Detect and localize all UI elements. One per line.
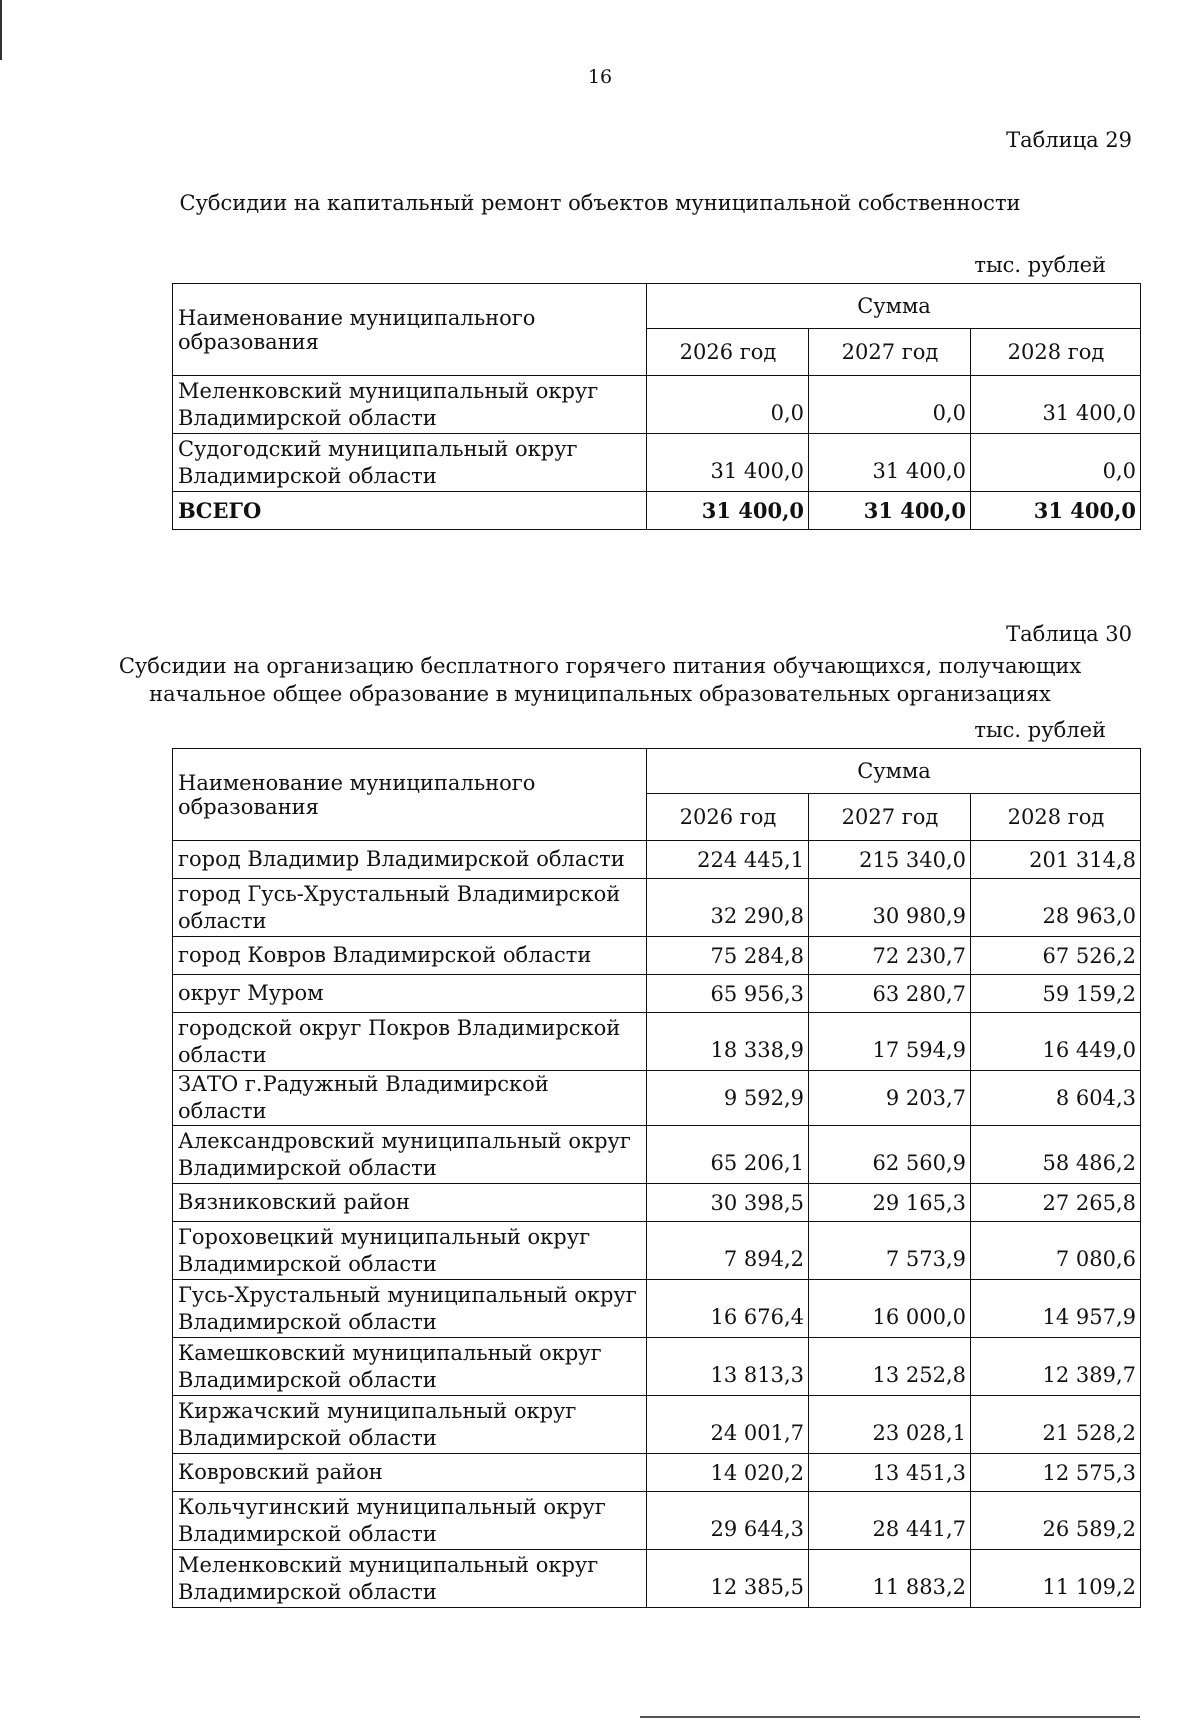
table-row (173, 1126, 1141, 1184)
table-row (173, 1550, 1141, 1608)
total-2028: 31 400,0 (971, 492, 1141, 530)
row-value-2028: 12 389,7 (971, 1338, 1141, 1396)
row-value-2027: 62 560,9 (809, 1126, 971, 1184)
row-name: город Владимир Владимирской области (173, 841, 647, 879)
table-row (173, 1492, 1141, 1550)
row-value-2027: 16 000,0 (809, 1280, 971, 1338)
row-value-2028: 21 528,2 (971, 1396, 1141, 1454)
row-value-2026: 13 813,3 (647, 1338, 809, 1396)
table-row (173, 975, 1141, 1013)
row-value-2028: 11 109,2 (971, 1550, 1141, 1608)
table29 (172, 283, 1141, 530)
row-name: Кольчугинский муниципальный округ Владимирской области (173, 1492, 647, 1550)
row-name: Ковровский район (173, 1454, 647, 1492)
page-number: 16 (587, 66, 613, 88)
row-value-2028: 16 449,0 (971, 1013, 1141, 1071)
row-value-2027: 7 573,9 (809, 1222, 971, 1280)
row-value-2027: 23 028,1 (809, 1396, 971, 1454)
row-name: Вязниковский район (173, 1184, 647, 1222)
table-row (173, 434, 1141, 492)
table29-header-year: 2027 год (809, 329, 971, 376)
table-row (173, 1222, 1141, 1280)
row-value-2027: 30 980,9 (809, 879, 971, 937)
row-value-2026: 0,0 (647, 376, 809, 434)
row-value-2026: 24 001,7 (647, 1396, 809, 1454)
row-value-2028: 8 604,3 (971, 1071, 1141, 1126)
row-name: ЗАТО г.Радужный Владимирской области (173, 1071, 647, 1126)
row-value-2028: 67 526,2 (971, 937, 1141, 975)
total-row (173, 492, 1141, 530)
row-value-2028: 12 575,3 (971, 1454, 1141, 1492)
table30-label: Таблица 30 (1006, 622, 1132, 646)
row-value-2028: 0,0 (971, 434, 1141, 492)
table-row (173, 1184, 1141, 1222)
table29-header-year: 2028 год (971, 329, 1141, 376)
row-value-2027: 17 594,9 (809, 1013, 971, 1071)
table30-title-line1: Субсидии на организацию бесплатного горячего питания обучающихся, получающих (118, 654, 1082, 678)
table30-header-year: 2026 год (647, 794, 809, 841)
total-label: ВСЕГО (173, 492, 647, 530)
row-value-2027: 9 203,7 (809, 1071, 971, 1126)
row-name: город Гусь-Хрустальный Владимирской области (173, 879, 647, 937)
row-value-2028: 58 486,2 (971, 1126, 1141, 1184)
row-value-2027: 13 252,8 (809, 1338, 971, 1396)
row-value-2026: 12 385,5 (647, 1550, 809, 1608)
table29-header-name: Наименование муниципального образования (173, 284, 647, 376)
table30-title-line2: начальное общее образование в муниципальных образовательных организациях (149, 682, 1051, 706)
row-name: город Ковров Владимирской области (173, 937, 647, 975)
table-row (173, 1338, 1141, 1396)
row-value-2026: 9 592,9 (647, 1071, 809, 1126)
row-name: Меленковский муниципальный округ Владимирской области (173, 1550, 647, 1608)
table-row (173, 937, 1141, 975)
row-value-2026: 65 206,1 (647, 1126, 809, 1184)
table30-units: тыс. рублей (974, 718, 1106, 742)
table29-title: Субсидии на капитальный ремонт объектов муниципальной собственности (179, 191, 1021, 215)
table30-header-year: 2028 год (971, 794, 1141, 841)
row-value-2026: 75 284,8 (647, 937, 809, 975)
table-row (173, 1454, 1141, 1492)
row-value-2026: 7 894,2 (647, 1222, 809, 1280)
row-name: городской округ Покров Владимирской области (173, 1013, 647, 1071)
row-value-2027: 11 883,2 (809, 1550, 971, 1608)
table29-header-year: 2026 год (647, 329, 809, 376)
total-2027: 31 400,0 (809, 492, 971, 530)
row-value-2026: 14 020,2 (647, 1454, 809, 1492)
table30 (172, 748, 1141, 1608)
row-value-2028: 26 589,2 (971, 1492, 1141, 1550)
row-value-2026: 16 676,4 (647, 1280, 809, 1338)
row-value-2027: 28 441,7 (809, 1492, 971, 1550)
row-value-2027: 63 280,7 (809, 975, 971, 1013)
table29-units: тыс. рублей (974, 253, 1106, 277)
table-row (173, 841, 1141, 879)
row-value-2027: 72 230,7 (809, 937, 971, 975)
row-value-2026: 31 400,0 (647, 434, 809, 492)
table-row (173, 1280, 1141, 1338)
table-row (173, 1071, 1141, 1126)
table-row (173, 376, 1141, 434)
row-value-2027: 31 400,0 (809, 434, 971, 492)
table-row (173, 1013, 1141, 1071)
row-name: Киржачский муниципальный округ Владимирской области (173, 1396, 647, 1454)
scan-edge-mark (0, 0, 2, 60)
row-name: Камешковский муниципальный округ Владимирской области (173, 1338, 647, 1396)
row-value-2027: 29 165,3 (809, 1184, 971, 1222)
row-value-2027: 0,0 (809, 376, 971, 434)
row-value-2026: 30 398,5 (647, 1184, 809, 1222)
row-value-2028: 7 080,6 (971, 1222, 1141, 1280)
table30-header-name: Наименование муниципального образования (173, 749, 647, 841)
table29-label: Таблица 29 (1006, 128, 1132, 152)
table-row (173, 1396, 1141, 1454)
row-value-2027: 215 340,0 (809, 841, 971, 879)
row-value-2027: 13 451,3 (809, 1454, 971, 1492)
table30-header-year: 2027 год (809, 794, 971, 841)
row-name: Гороховецкий муниципальный округ Владимирской области (173, 1222, 647, 1280)
row-value-2028: 28 963,0 (971, 879, 1141, 937)
row-name: Гусь-Хрустальный муниципальный округ Владимирской области (173, 1280, 647, 1338)
scan-edge-mark (640, 1716, 1140, 1718)
row-name: Александровский муниципальный округ Владимирской области (173, 1126, 647, 1184)
row-value-2028: 201 314,8 (971, 841, 1141, 879)
table-row (173, 879, 1141, 937)
row-value-2026: 29 644,3 (647, 1492, 809, 1550)
total-2026: 31 400,0 (647, 492, 809, 530)
row-value-2026: 65 956,3 (647, 975, 809, 1013)
row-value-2028: 31 400,0 (971, 376, 1141, 434)
row-name: округ Муром (173, 975, 647, 1013)
row-name: Судогодский муниципальный округ Владимирской области (173, 434, 647, 492)
row-value-2028: 59 159,2 (971, 975, 1141, 1013)
row-value-2028: 27 265,8 (971, 1184, 1141, 1222)
row-value-2026: 18 338,9 (647, 1013, 809, 1071)
table30-header-sum: Сумма (647, 749, 1141, 794)
table29-header-sum: Сумма (647, 284, 1141, 329)
row-name: Меленковский муниципальный округ Владимирской области (173, 376, 647, 434)
row-value-2026: 224 445,1 (647, 841, 809, 879)
row-value-2028: 14 957,9 (971, 1280, 1141, 1338)
row-value-2026: 32 290,8 (647, 879, 809, 937)
